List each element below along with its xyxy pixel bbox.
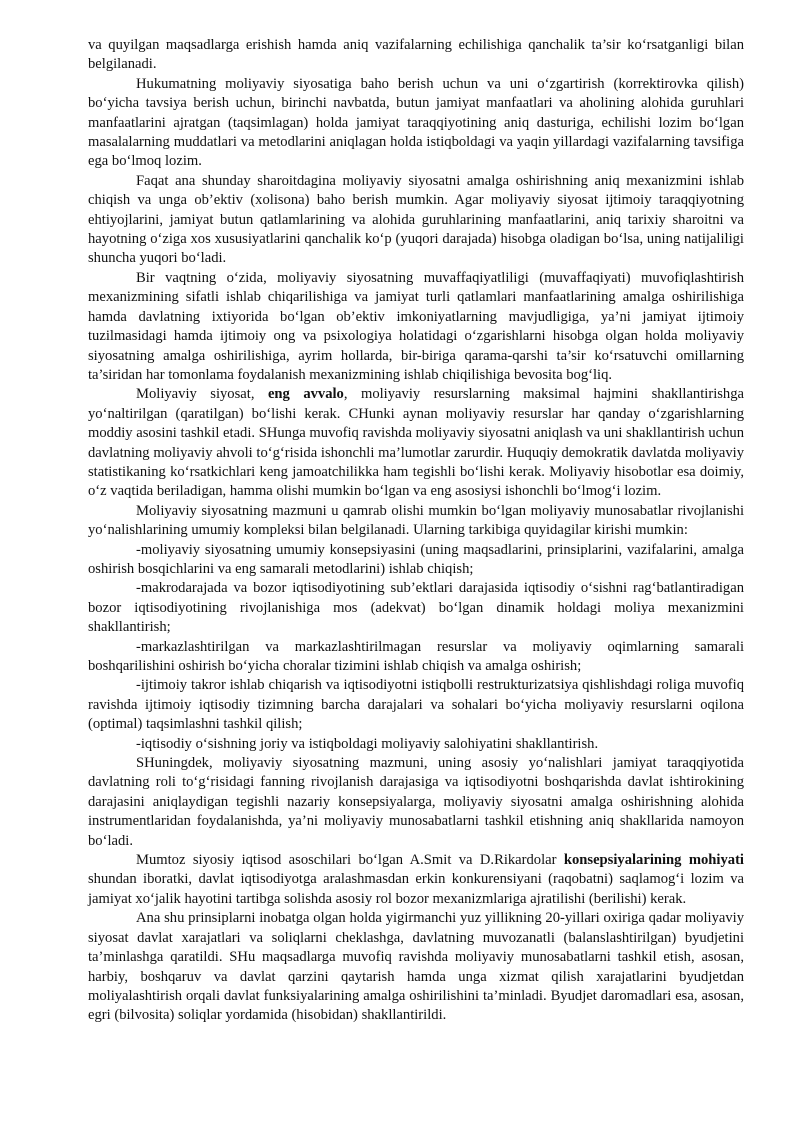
paragraph-11 bbox=[88, 735, 744, 754]
paragraph-13 bbox=[88, 851, 744, 909]
paragraph-4 bbox=[88, 269, 744, 385]
paragraph-6 bbox=[88, 502, 744, 541]
text-run: -ijtimoiy takror ishlab chiqarish va iqtisodiyotni istiqbolli restrukturizatsiya qishlishdagi roliga muvofiq ravishda ijtimoiy iqtisodiy tizimning barcha darajalari va sohalari bo‘yicha moliyaviy resurslarni oqilona (optimal) taqsimlashni tashkil qilish; bbox=[88, 677, 744, 733]
paragraph-7 bbox=[88, 541, 744, 580]
paragraph-9 bbox=[88, 638, 744, 677]
text-run: SHuningdek, moliyaviy siyosatning mazmuni, uning asosiy yo‘nalishlari jamiyat taraqqiyotida davlatning roli to‘g‘risidagi fanning rivojlanish darajasiga va iqtisodiyotni boshqarishda davlat ishtirokining darajasini aniqlaydigan tegishli nazariy konsepsiyalarga, moliyaviy siyosatni amalga oshirishning alohida instrumentlaridan foydalanishda, ya’ni moliyaviy munosabatlarni tashkil etishning aniq shakllarida namoyon bo‘ladi. bbox=[88, 755, 744, 849]
text-run: Moliyaviy siyosatning mazmuni u qamrab olishi mumkin bo‘lgan moliyaviy munosabatlar rivojlanishi yo‘nalishlarining umumiy kompleksi bilan belgilanadi. Ularning tarkibiga quyidagilar kirishi mumkin: bbox=[88, 502, 744, 539]
document-page bbox=[88, 36, 744, 1026]
paragraph-5 bbox=[88, 385, 744, 501]
bold-phrase: eng avvalo bbox=[267, 386, 344, 403]
text-run: Faqat ana shunday sharoitdagina moliyaviy siyosatni amalga oshirishning aniq mexanizmini ishlab chiqish va unga ob’ektiv (xolisona) baho berish mumkin. Agar moliyaviy siyosat ijtimoiy taraqqiyotning ehtiyojlarini, jamiyat butun qatlamlarining va alohida guruhlarining manfaatlarini, aniq tarixiy sharoitni va hayotning o‘ziga xos xususiyatlarini qanchalik ko‘p (yuqori darajada) hisobga oladigan bo‘lsa, uning natijaliligi shuncha yuqori bo‘ladi. bbox=[88, 172, 744, 267]
paragraph-3 bbox=[88, 172, 744, 269]
paragraph-14 bbox=[88, 909, 744, 1025]
paragraph-12 bbox=[88, 754, 744, 851]
text-run: shundan iboratki, davlat iqtisodiyotga aralashmasdan erkin konkurensiyani (raqobatni) saqlamog‘i lozim va jamiyat xo‘jalik hayotini tartibga solishda asosiy rol bozor mexanizmlariga ajratilishi (berilishi) kerak. bbox=[88, 871, 744, 907]
text-run: Moliyaviy siyosat, bbox=[136, 386, 268, 403]
paragraph-2 bbox=[88, 75, 744, 172]
text-run: -markazlashtirilgan va markazlashtirilmagan resurslar va moliyaviy oqimlarning samarali boshqarilishini oshirish bo‘yicha choralar tizimini ishlab chiqish va amalga oshirish; bbox=[88, 638, 744, 674]
paragraph-1 bbox=[88, 36, 744, 75]
text-run: va quyilgan maqsadlarga erishish hamda aniq vazifalarning echilishiga qanchalik ta’sir ko‘rsatganligi bilan belgilanadi. bbox=[88, 37, 744, 73]
text-run: -iqtisodiy o‘sishning joriy va istiqboldagi moliyaviy salohiyatini shakllantirish. bbox=[136, 735, 599, 752]
text-run: Hukumatning moliyaviy siyosatiga baho berish uchun va uni o‘zgartirish (korrektirovka qilish) bo‘yicha tavsiya berish uchun, birinchi navbatda, butun jamiyat manfaatlari va aholining alohida guruhlari manfaatlarini ajratgan (taqsimlagan) holda jamiyat taraqqiyotining aniq dasturiga, echilishi lozim bo‘lgan masalalarning muddatlari va metodlarini aniqlagan holda istiqboldagi va yaqin yillardagi vazifalarning tavsifiga ega bo‘lmoq lozim. bbox=[88, 75, 744, 170]
text-run: Mumtoz siyosiy iqtisod asoschilari bo‘lgan A.Smit va D.Rikardolar bbox=[136, 852, 564, 869]
text-run: , moliyaviy resurslarning maksimal hajmini shakllantirishga yo‘naltirilgan (qaratilgan) bo‘lishi kerak. CHunki aynan moliyaviy resurslar har qanday o‘zgarishlarning moddiy asosini tashkil etadi. SHunga muvofiq ravishda moliyaviy siyosatni aniqlash va uni shakllantirish uchun davlatning moliyaviy ahvoli to‘g‘risida ishonchli ma’lumotlar zarurdir. Huquqiy demokratik davlatda moliyaviy statistikaning ko‘rsatkichlari keng jamoatchilikka ham tegishli bo‘lishi kerak. Moliyaviy hisobotlar esa doimiy, o‘z vaqtida beriladigan, hamma olishi mumkin bo‘lgan va eng asosiysi ishonchli bo‘lmog‘i lozim. bbox=[88, 386, 744, 500]
text-run: -makrodarajada va bozor iqtisodiyotining sub’ektlari darajasida iqtisodiy o‘sishni rag‘batlantiradigan bozor iqtisodiyotining rivojlanishiga mos (adekvat) bo‘lgan dinamik holdagi moliya mexanizmini shakllantirish; bbox=[88, 580, 744, 636]
text-run: Ana shu prinsiplarni inobatga olgan holda yigirmanchi yuz yillikning 20-yillari oxiriga qadar moliyaviy siyosat davlat xarajatlari va soliqlarni cheklashga, davlatning muvozanatli (balanslashtirilgan) byudjetini ta’minlashga qaratildi. SHu maqsadlarga muvofiq ravishda moliyaviy munosabatlarni tashkil etish, asosan, harbiy, boshqaruv va davlat qarzini qaytarish hamda unga xizmat qilish xarajatlarini byudjetdan moliyalashtirish orqali davlat funksiyalarining amalga oshirilishini ta’minladi. Byudjet daromadlari esa, asosan, egri (bilvosita) soliqlar yordamida (hisobidan) shakllantirildi. bbox=[88, 910, 744, 1024]
paragraph-10 bbox=[88, 676, 744, 734]
paragraph-8 bbox=[88, 579, 744, 637]
text-run: -moliyaviy siyosatning umumiy konsepsiyasini (uning maqsadlarini, prinsiplarini, vazifalarini, amalga oshirish bosqichlarini va eng samarali metodlarini) ishlab chiqish; bbox=[88, 541, 744, 577]
text-run: Bir vaqtning o‘zida, moliyaviy siyosatning muvaffaqiyatliligi (muvaffaqiyati) muvofiqlashtirish mexanizmining sifatli ishlab chiqarilishiga va jamiyat turli qatlamlari manfaatlarining amalga oshirilishiga hamda davlatning ixtiyorida bo‘lgan ob’ektiv imkoniyatlarning mavjudligiga, ya’ni jamiyat ijtimoiy tuzilmasidagi hamda ijtimoiy ong va psixologiya holatidagi o‘zgarishlarni hisobga olgan holda moliyaviy siyosatning amalga oshirilishiga, ayrim hollarda, bir-biriga qarama-qarshi ta’sir ko‘rsatuvchi omillarning ta’siridan har tomonlama foydalanish mexanizmining ishlab chiqilishiga bevosita bog‘liq. bbox=[88, 269, 744, 383]
bold-phrase: konsepsiyalarining mohiyati bbox=[563, 852, 744, 869]
